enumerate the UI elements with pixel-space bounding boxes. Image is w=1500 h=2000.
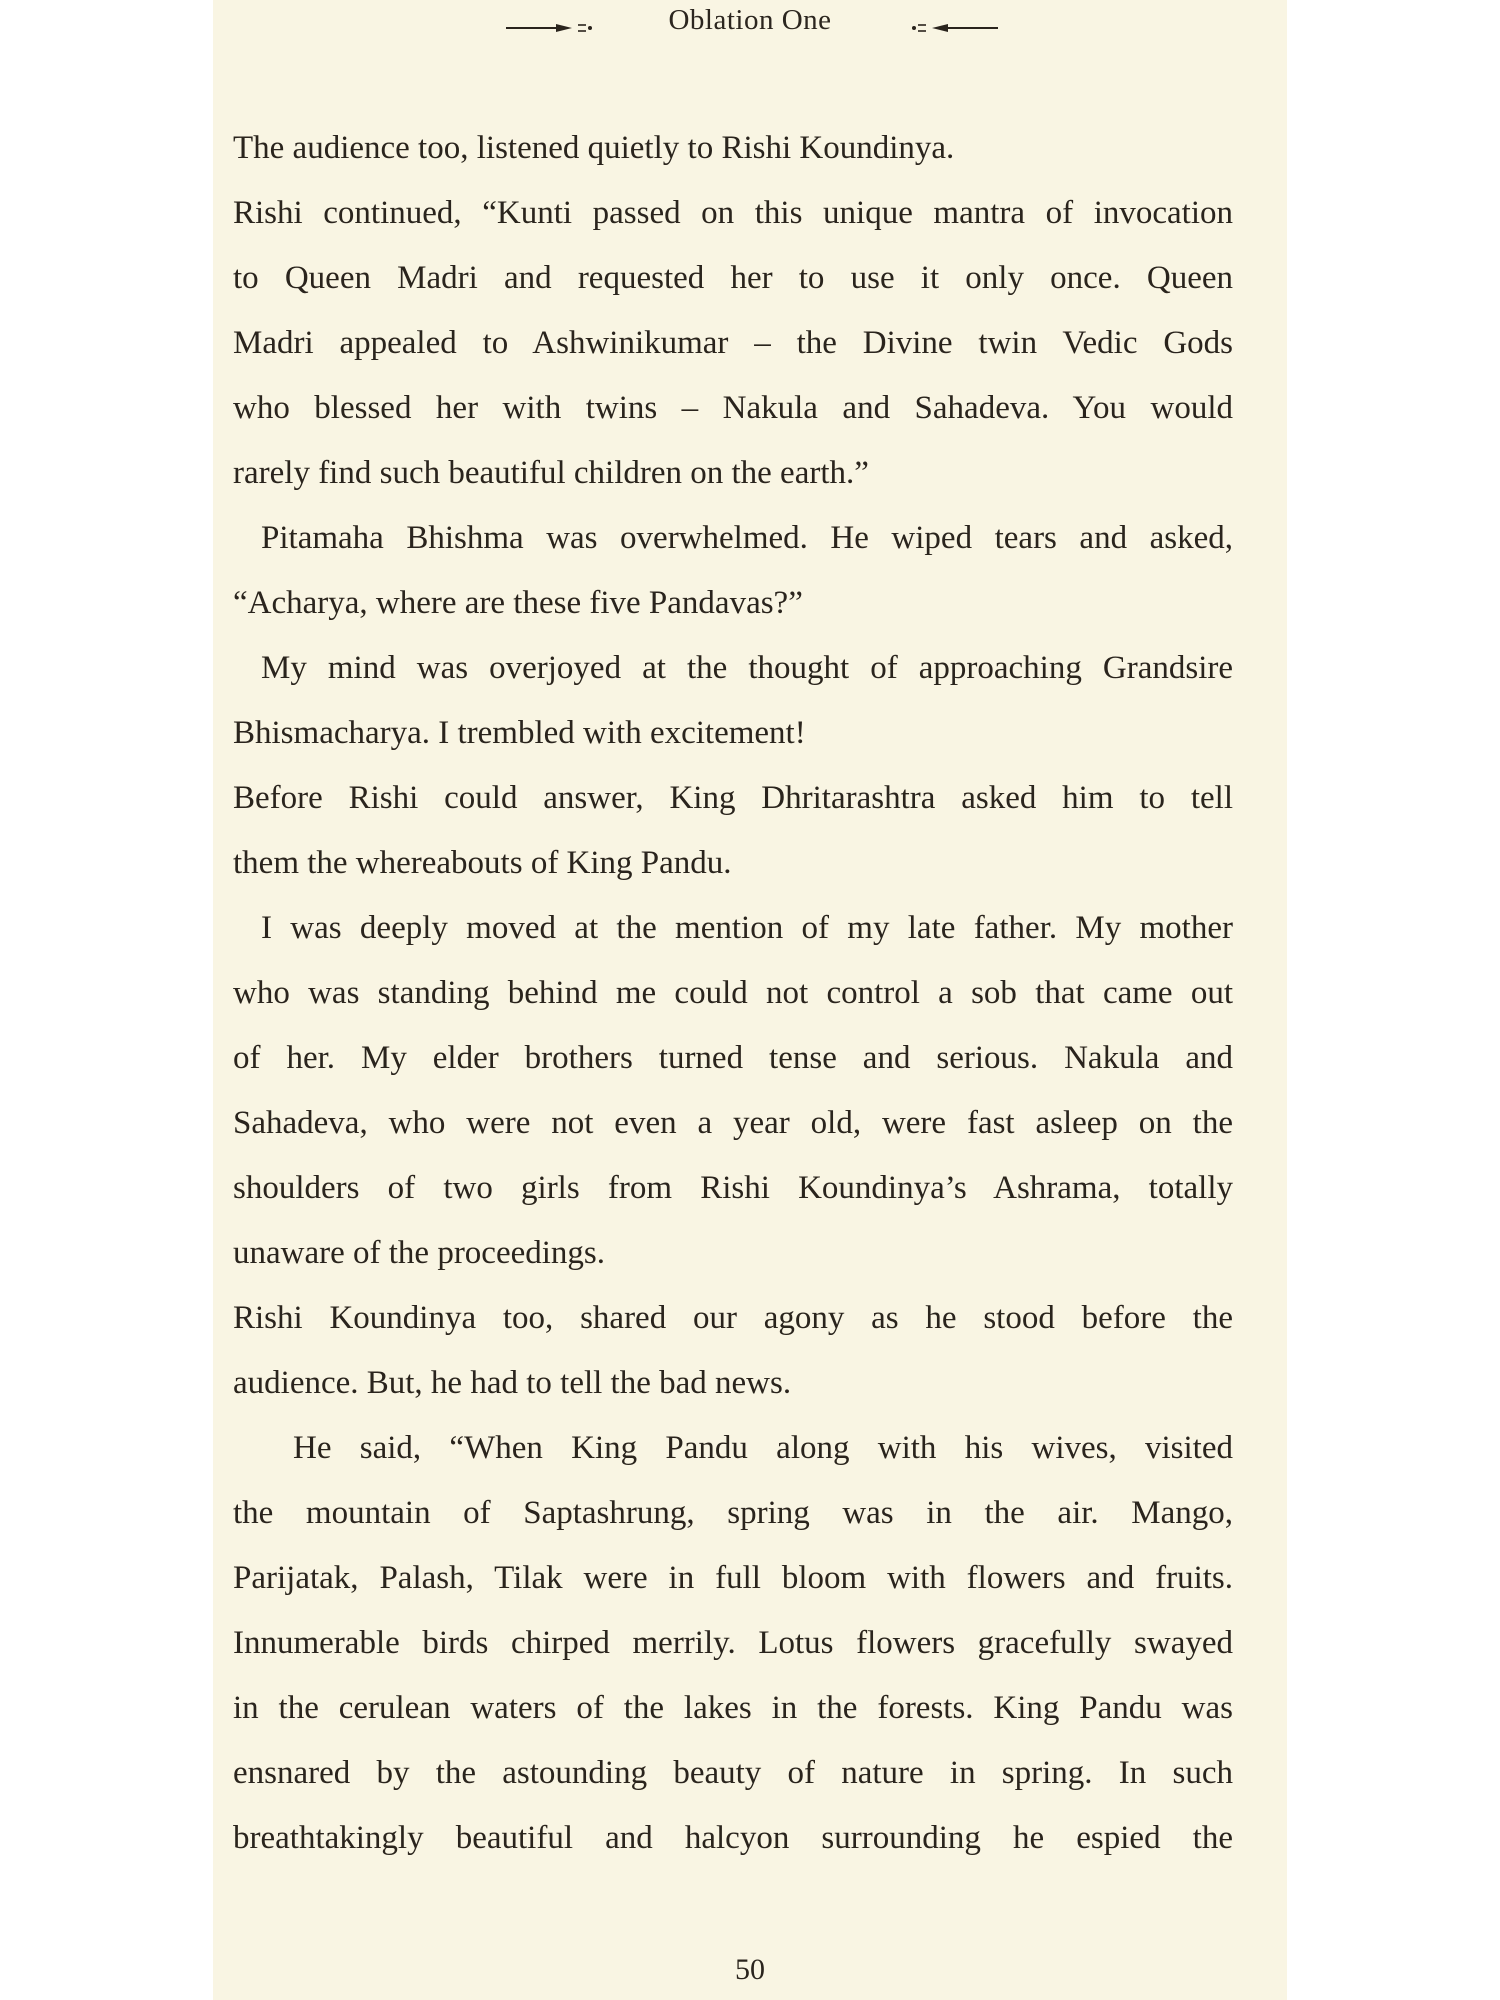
- text-line: of her. My elder brothers turned tense and serious. Nakula and: [233, 1040, 1233, 1076]
- text-line: who blessed her with twins – Nakula and Sahadeva. You would: [233, 390, 1233, 426]
- text-line: who was standing behind me could not control a sob that came out: [233, 975, 1233, 1011]
- running-title: Oblation One: [668, 4, 832, 36]
- page-number: 50: [735, 1953, 765, 1986]
- text-line: in the cerulean waters of the lakes in the forests. King Pandu was: [233, 1690, 1233, 1726]
- text-line: them the whereabouts of King Pandu.: [233, 845, 732, 881]
- body-text: [233, 116, 1233, 1871]
- text-line: Sahadeva, who were not even a year old, were fast asleep on the: [233, 1105, 1233, 1141]
- ornament-rule-icon: [906, 20, 998, 36]
- text-line: ensnared by the astounding beauty of nature in spring. In such: [233, 1755, 1233, 1791]
- page-header: [213, 0, 1287, 48]
- text-line: The audience too, listened quietly to Rishi Koundinya.: [233, 130, 955, 166]
- text-line: He said, “When King Pandu along with his wives, visited: [293, 1430, 1233, 1466]
- text-line: I was deeply moved at the mention of my late father. My mother: [261, 910, 1233, 946]
- text-line: Rishi Koundinya too, shared our agony as he stood before the: [233, 1300, 1233, 1336]
- text-line: Madri appealed to Ashwinikumar – the Divine twin Vedic Gods: [233, 325, 1233, 361]
- text-line: Bhismacharya. I trembled with excitement!: [233, 715, 806, 751]
- text-line: Parijatak, Palash, Tilak were in full bloom with flowers and fruits.: [233, 1560, 1233, 1596]
- text-line: to Queen Madri and requested her to use it only once. Queen: [233, 260, 1233, 296]
- text-line: Innumerable birds chirped merrily. Lotus flowers gracefully swayed: [233, 1625, 1233, 1661]
- text-line: shoulders of two girls from Rishi Koundinya’s Ashrama, totally: [233, 1170, 1233, 1206]
- text-line: unaware of the proceedings.: [233, 1235, 606, 1271]
- text-line: rarely find such beautiful children on the earth.”: [233, 455, 869, 491]
- text-line: My mind was overjoyed at the thought of approaching Grandsire: [261, 650, 1233, 686]
- book-page: [213, 0, 1287, 2000]
- text-line: audience. But, he had to tell the bad news.: [233, 1365, 792, 1401]
- text-line: “Acharya, where are these five Pandavas?”: [233, 585, 803, 621]
- text-line: Before Rishi could answer, King Dhritarashtra asked him to tell: [233, 780, 1233, 816]
- text-line: Pitamaha Bhishma was overwhelmed. He wiped tears and asked,: [261, 520, 1233, 556]
- text-line: breathtakingly beautiful and halcyon surrounding he espied the: [233, 1820, 1233, 1856]
- text-line: the mountain of Saptashrung, spring was in the air. Mango,: [233, 1495, 1233, 1531]
- text-line: Rishi continued, “Kunti passed on this unique mantra of invocation: [233, 195, 1233, 231]
